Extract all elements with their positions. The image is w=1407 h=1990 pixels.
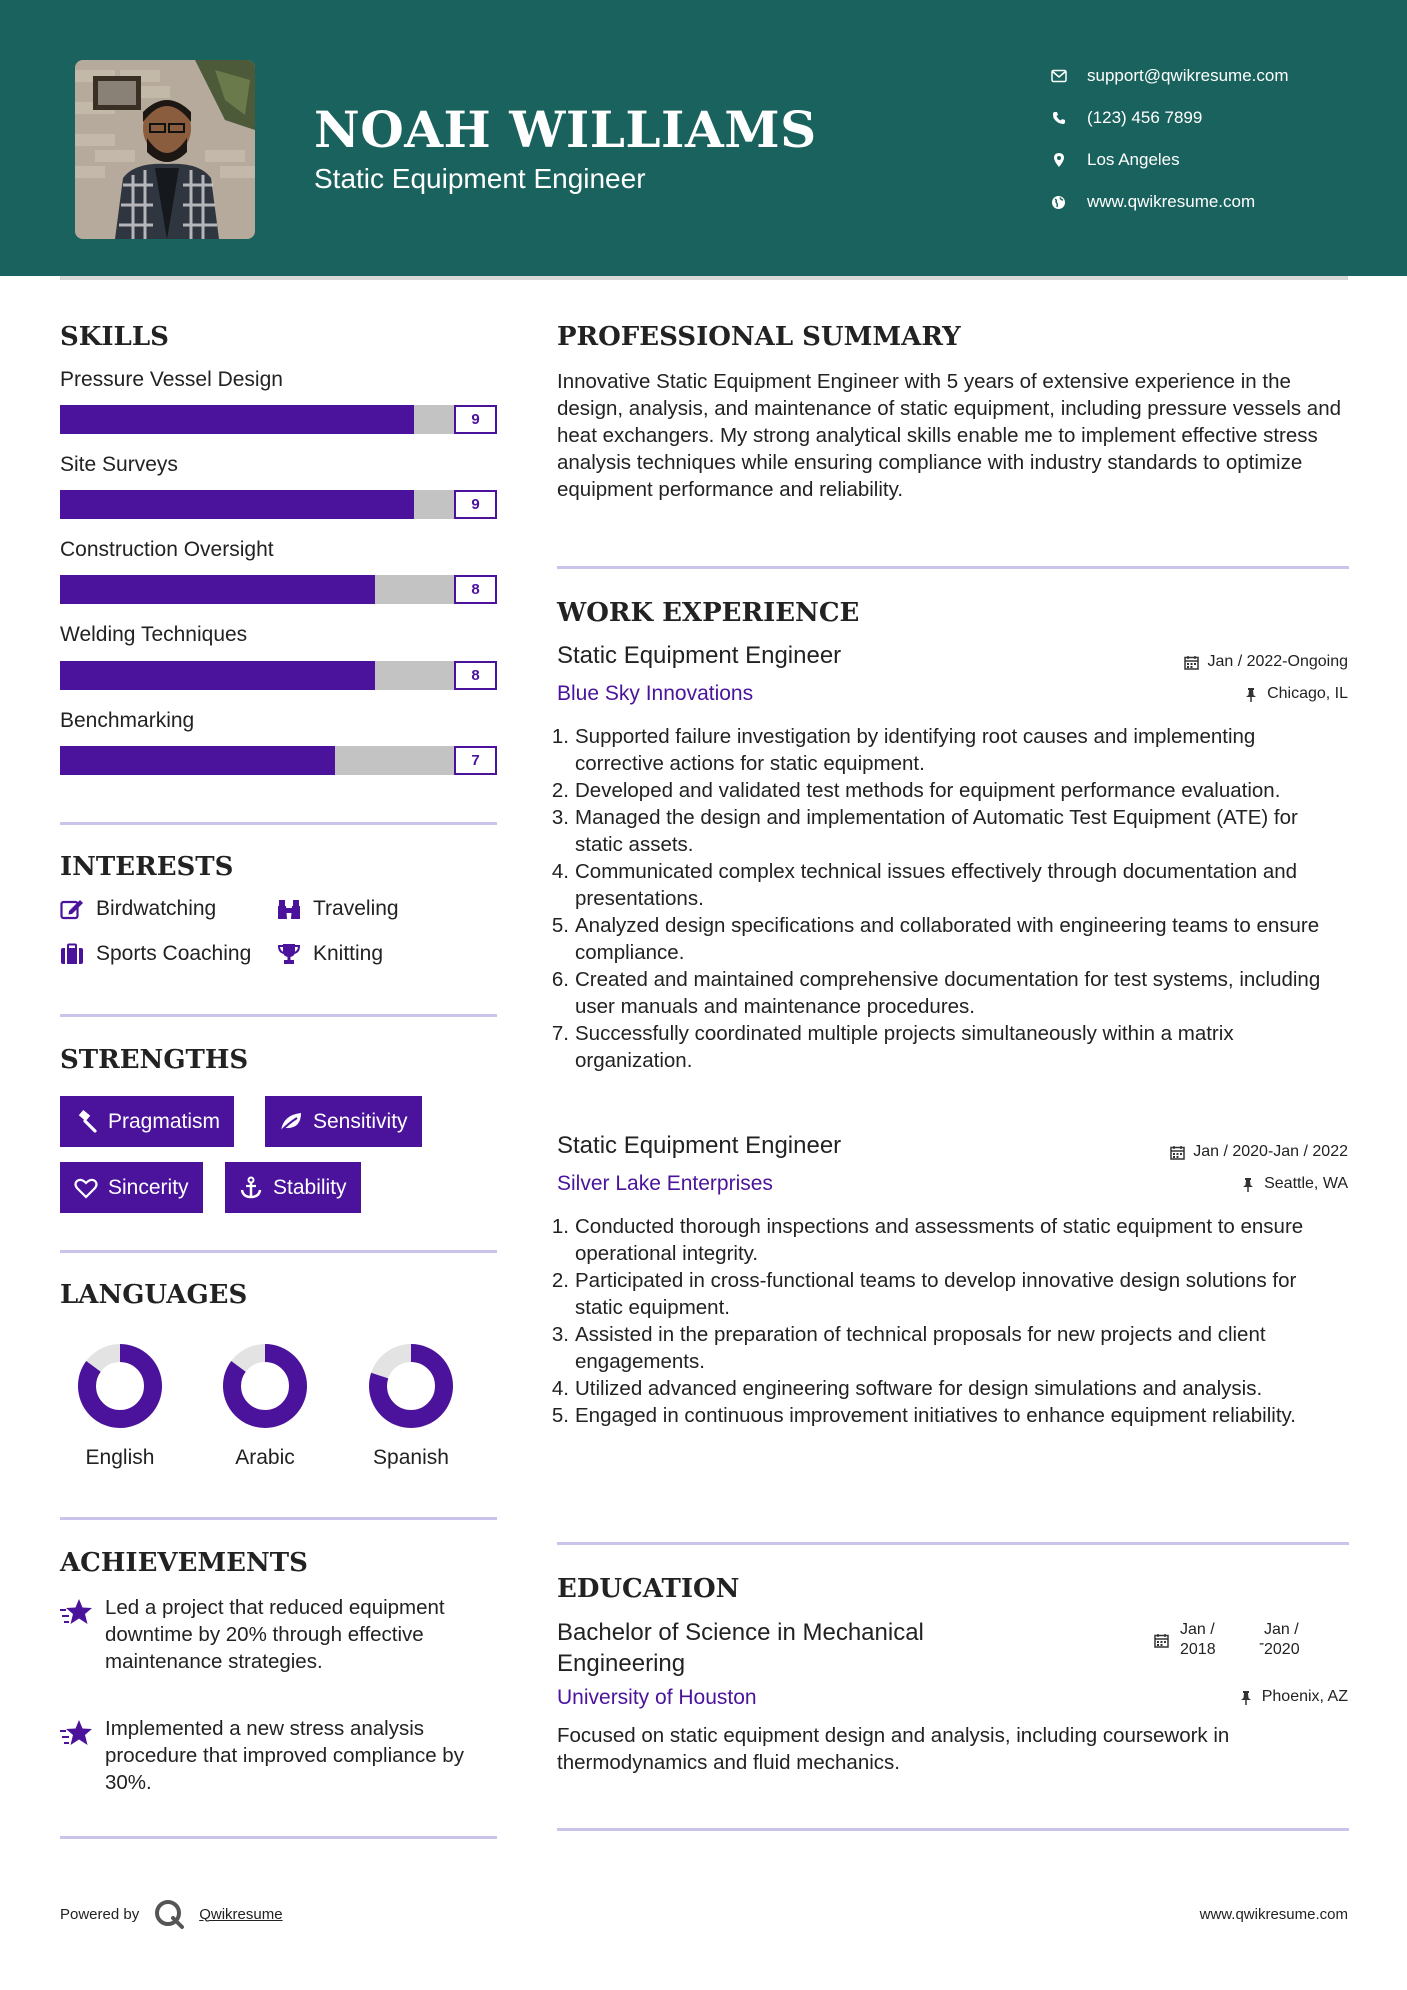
- language-donut: [351, 1340, 471, 1441]
- candidate-title: Static Equipment Engineer: [314, 163, 646, 194]
- education-description: Focused on static equipment design and analysis, including coursework in thermodynamics and fluid mechanics.: [557, 1724, 1230, 1774]
- section-divider: [557, 1542, 1349, 1545]
- resume-header: [0, 0, 1407, 276]
- contact-email[interactable]: support@qwikresume.com: [1050, 55, 1289, 97]
- skill-score: 9: [454, 405, 497, 434]
- job-title: Static Equipment Engineer: [557, 642, 842, 669]
- list-item: 2. Developed and validated test methods for equipment performance evaluation.: [551, 779, 1281, 802]
- skill-bar-fill: [60, 661, 375, 690]
- list-item: 1. Supported failure investigation by identifying root causes and implementing corrective actions for static equipment.: [551, 725, 1256, 775]
- footer-powered-by: Powered by Qwikresume: [60, 1898, 283, 1930]
- achievement-item: Implemented a new stress analysis procedure that improved compliance by 30%.: [60, 1715, 497, 1796]
- skill-score: 7: [454, 746, 497, 775]
- skill-score: 8: [454, 575, 497, 604]
- achievements-heading: ACHIEVEMENTS: [60, 1548, 308, 1578]
- education-start-date: Jan / 2018: [1180, 1621, 1216, 1658]
- language-donut: [60, 1340, 180, 1441]
- job-date: Jan / 2020-Jan / 2022: [1169, 1143, 1348, 1161]
- pushpin-icon: [1238, 1689, 1254, 1705]
- pushpin-icon: [1243, 686, 1259, 702]
- skill-bar-fill: [60, 405, 414, 434]
- strength-badge: Sincerity: [60, 1162, 203, 1213]
- skill-name: Pressure Vessel Design: [60, 368, 283, 391]
- skill-bar-fill: [60, 490, 414, 519]
- skill-bar: [60, 405, 497, 434]
- company-name: Blue Sky Innovations: [557, 682, 754, 705]
- summary-text: Innovative Static Equipment Engineer with 5 years of extensive experience in the design, analysis, and maintenance of static equipment, including pressure vessels and heat exchangers. My strong analytical skills enable me to implement effective stress analysis techniques while ensuring compliance with industry standards to optimize equipment performance and reliability.: [557, 370, 1342, 501]
- list-item: 2. Participated in cross-functional teams to develop innovative design solutions for static equipment.: [551, 1269, 1297, 1319]
- section-divider: [557, 566, 1349, 569]
- pushpin-icon: [1240, 1176, 1256, 1192]
- company-name: Silver Lake Enterprises: [557, 1172, 773, 1195]
- education-end-date: Jan / 2020: [1264, 1621, 1300, 1658]
- skill-name: Site Surveys: [60, 453, 178, 476]
- language-name: English: [85, 1446, 155, 1469]
- list-item: 7. Successfully coordinated multiple projects simultaneously within a matrix organization.: [551, 1022, 1234, 1072]
- strengths-heading: STRENGTHS: [60, 1045, 249, 1075]
- language-name: Arabic: [235, 1446, 295, 1469]
- section-divider: [60, 1014, 497, 1017]
- list-item: 1. Conducted thorough inspections and assessments of static equipment to ensure operational integrity.: [551, 1215, 1304, 1265]
- skill-bar: [60, 490, 497, 519]
- skill-bar: [60, 661, 497, 690]
- list-item: 3. Managed the design and implementation of Automatic Test Equipment (ATE) for static assets.: [551, 806, 1298, 856]
- education-heading: EDUCATION: [557, 1574, 740, 1604]
- section-divider: [60, 1250, 497, 1253]
- interest-item: Traveling: [277, 897, 399, 921]
- skill-bar-fill: [60, 746, 335, 775]
- anchor-icon: [239, 1176, 263, 1200]
- envelope-icon: [1050, 68, 1067, 85]
- calendar-icon: [1183, 654, 1199, 670]
- footer-website-link[interactable]: www.qwikresume.com: [1199, 1906, 1348, 1923]
- language-donut: [205, 1340, 325, 1441]
- calendar-icon: [1154, 1633, 1170, 1649]
- profile-photo: [75, 60, 255, 239]
- list-item: 4. Utilized advanced engineering software for design simulations and analysis.: [551, 1377, 1263, 1400]
- leaf-icon: [279, 1110, 303, 1134]
- briefcase-icon: [60, 942, 84, 966]
- skill-name: Benchmarking: [60, 709, 195, 732]
- section-divider: [60, 1836, 497, 1839]
- star-icon: [60, 1598, 94, 1628]
- skill-score: 8: [454, 661, 497, 690]
- star-icon: [60, 1719, 94, 1749]
- skills-heading: SKILLS: [60, 322, 169, 352]
- contact-website[interactable]: www.qwikresume.com: [1050, 181, 1289, 223]
- job-responsibilities: [551, 1213, 1349, 1429]
- list-item: 5. Engaged in continuous improvement initiatives to enhance equipment reliability.: [551, 1404, 1296, 1427]
- degree-title: Bachelor of Science in Mechanical Engineering: [557, 1619, 924, 1677]
- binoculars-icon: [277, 897, 301, 921]
- interest-item: Sports Coaching: [60, 942, 251, 966]
- skill-bar-fill: [60, 575, 375, 604]
- job-title: Static Equipment Engineer: [557, 1132, 842, 1159]
- skill-score: 9: [454, 490, 497, 519]
- qwikresume-link[interactable]: Qwikresume: [199, 1905, 283, 1923]
- skill-name: Construction Oversight: [60, 538, 274, 561]
- trophy-icon: [277, 942, 301, 966]
- experience-heading: WORK EXPERIENCE: [557, 598, 860, 628]
- qwikresume-logo-icon: [153, 1898, 185, 1930]
- pencil-square-icon: [60, 897, 84, 921]
- list-item: 4. Communicated complex technical issues effectively through documentation and presentations.: [551, 860, 1298, 910]
- calendar-icon: [1169, 1144, 1185, 1160]
- map-pin-icon: [1050, 152, 1067, 169]
- job-location: Seattle, WA: [1240, 1175, 1348, 1193]
- languages-heading: LANGUAGES: [60, 1280, 248, 1310]
- candidate-name: NOAH WILLIAMS: [314, 100, 817, 159]
- education-location: Phoenix, AZ: [1238, 1688, 1348, 1706]
- header-divider: [60, 276, 1348, 280]
- interest-item: Birdwatching: [60, 897, 216, 921]
- section-divider: [60, 822, 497, 825]
- job-responsibilities: [551, 723, 1349, 1074]
- language-name: Spanish: [373, 1446, 449, 1469]
- summary-heading: PROFESSIONAL SUMMARY: [557, 322, 961, 352]
- job-date: Jan / 2022-Ongoing: [1183, 653, 1348, 671]
- globe-icon: [1050, 194, 1067, 211]
- strength-badge: Pragmatism: [60, 1096, 234, 1147]
- section-divider: [557, 1828, 1349, 1831]
- section-divider: [60, 1517, 497, 1520]
- phone-icon: [1050, 110, 1067, 127]
- skill-bar: [60, 746, 497, 775]
- gavel-icon: [74, 1110, 98, 1134]
- list-item: 6. Created and maintained comprehensive documentation for test systems, including user manuals and maintenance procedures.: [551, 968, 1321, 1018]
- school-name: University of Houston: [557, 1686, 757, 1709]
- heart-icon: [74, 1176, 98, 1200]
- strength-badge: Stability: [225, 1162, 361, 1213]
- interests-heading: INTERESTS: [60, 852, 234, 882]
- list-item: 3. Assisted in the preparation of technical proposals for new projects and client engagements.: [551, 1323, 1266, 1373]
- list-item: 5. Analyzed design specifications and collaborated with engineering teams to ensure compliance.: [551, 914, 1320, 964]
- skill-name: Welding Techniques: [60, 623, 248, 646]
- contact-phone[interactable]: (123) 456 7899: [1050, 97, 1289, 139]
- achievement-item: Led a project that reduced equipment downtime by 20% through effective maintenance strategies.: [60, 1594, 497, 1675]
- skill-bar: [60, 575, 497, 604]
- contact-location: Los Angeles: [1050, 139, 1289, 181]
- interest-item: Knitting: [277, 942, 383, 966]
- strength-badge: Sensitivity: [265, 1096, 422, 1147]
- contact-info: [1050, 55, 1289, 223]
- job-location: Chicago, IL: [1243, 685, 1348, 703]
- education-date-separator: -: [1259, 1635, 1265, 1652]
